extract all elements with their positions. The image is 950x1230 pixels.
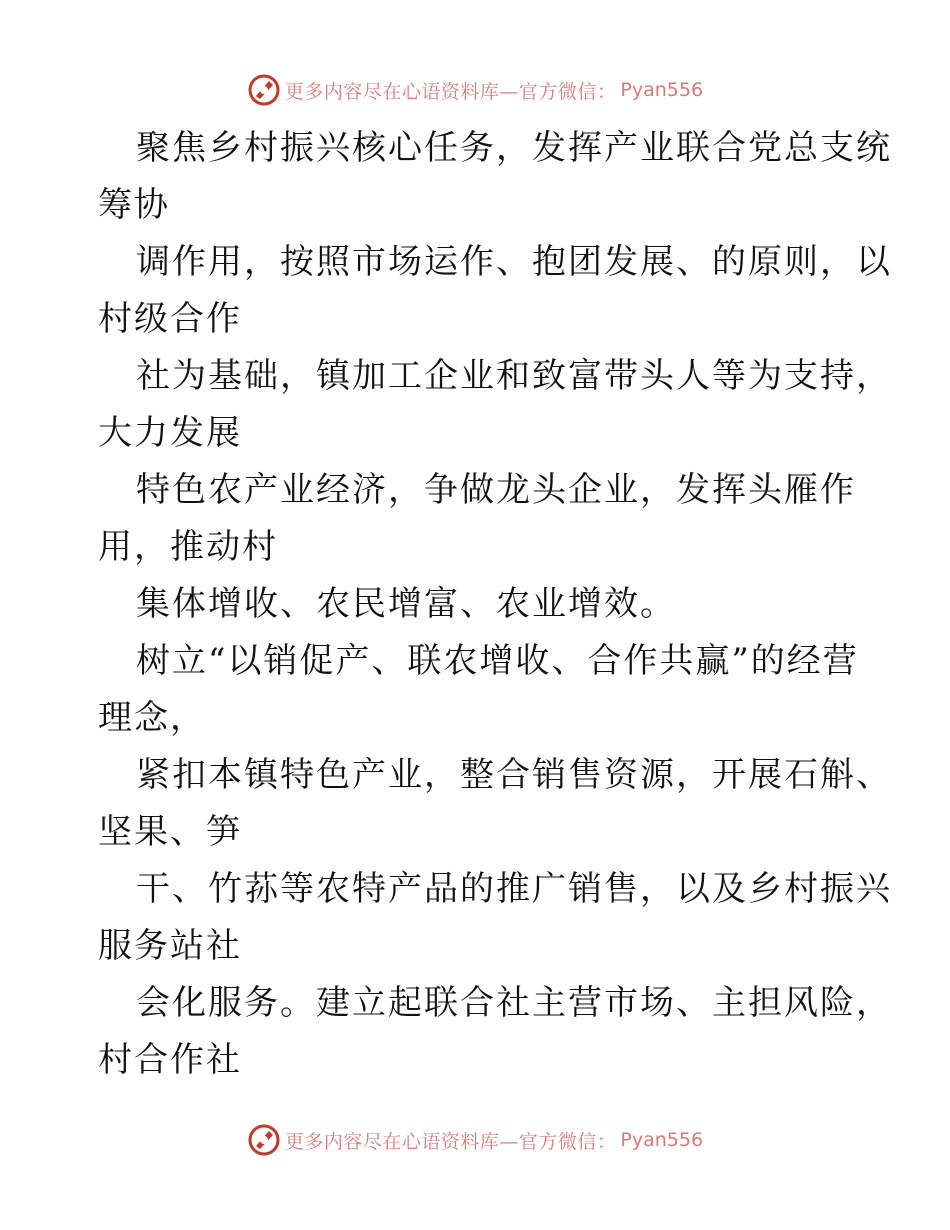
- watermark-id: Pyan556: [620, 1129, 704, 1151]
- text-line: 筹协: [98, 185, 170, 225]
- footer-watermark: [0, 1120, 950, 1160]
- text-line: 调作用，按照市场运作、抱团发展、的原则，以: [136, 242, 892, 282]
- watermark-text: 更多内容尽在心语资料库—官方微信：: [284, 80, 617, 103]
- text-line: 聚焦乡村振兴核心任务，发挥产业联合党总支统: [136, 128, 892, 168]
- logo-icon: [247, 1123, 281, 1157]
- header-watermark: [0, 70, 950, 110]
- text-line: 村合作社: [98, 1040, 242, 1080]
- text-line: 紧扣本镇特色产业，整合销售资源，开展石斛、: [136, 755, 892, 795]
- text-line: 干、竹荪等农特产品的推广销售，以及乡村振兴: [136, 869, 892, 909]
- text-line: 用，推动村: [98, 527, 278, 567]
- text-line: 社为基础，镇加工企业和致富带头人等为支持，: [136, 356, 892, 396]
- text-line: 服务站社: [98, 926, 242, 966]
- text-line: 树立“以销促产、联农增收、合作共赢”的经营: [136, 641, 859, 681]
- text-line: 大力发展: [98, 413, 242, 453]
- text-line: 村级合作: [98, 299, 242, 339]
- text-line: 坚果、笋: [98, 812, 242, 852]
- text-line: 会化服务。建立起联合社主营市场、主担风险，: [136, 983, 892, 1023]
- text-line: 集体增收、农民增富、农业增效。: [136, 584, 676, 624]
- watermark-id: Pyan556: [620, 79, 704, 101]
- logo-icon: [247, 73, 281, 107]
- text-line: 特色农产业经济，争做龙头企业，发挥头雁作: [136, 470, 856, 510]
- watermark-text: 更多内容尽在心语资料库—官方微信：: [284, 1130, 617, 1153]
- text-line: 理念，: [98, 698, 206, 738]
- document-body: [98, 120, 892, 1089]
